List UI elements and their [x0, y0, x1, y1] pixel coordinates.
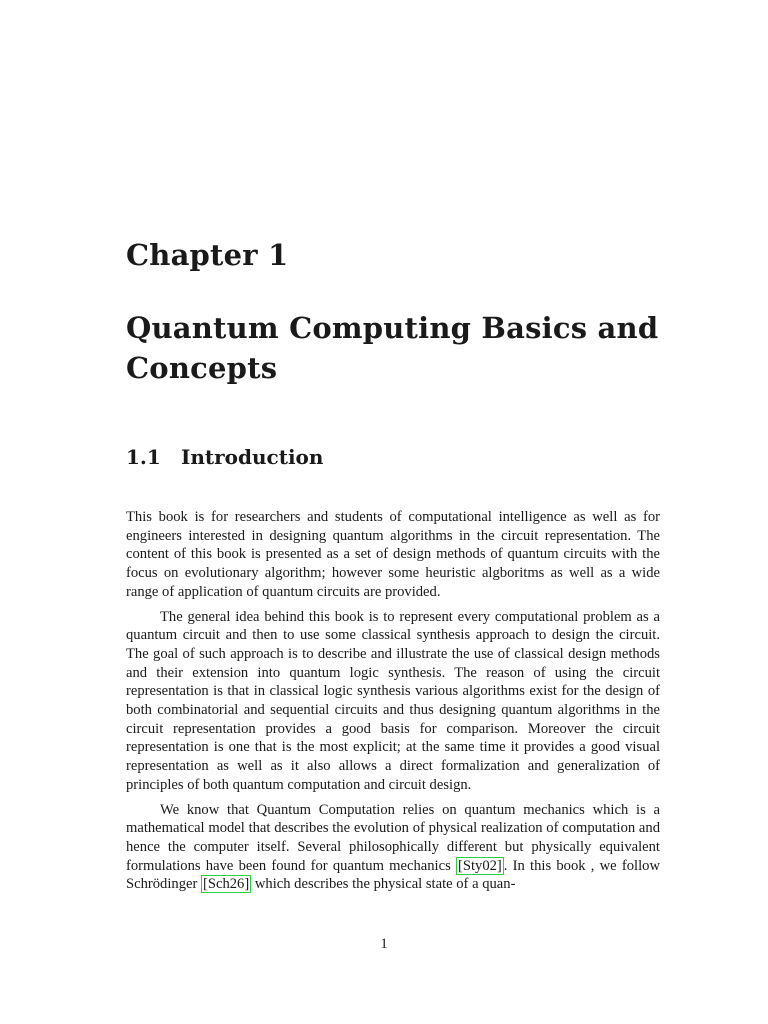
citation-sty02-link[interactable]: [Sty02]	[458, 857, 502, 874]
paragraph-3-text-a: We know that Quantum Computation relies on quantum mechanics which is a mathematical model that describes the evolution of physical realization of computation and hence the computer itself. Several philosophically different but physically equivalent formulations have been found for quantum mechanics	[126, 801, 660, 874]
section-number: 1.1	[126, 445, 161, 469]
paragraph-1: This book is for researchers and students of computational intelligence as well as for engineers interested in designing quantum algorithms in the circuit representation. The content of this book is presented as a set of design methods of quantum circuits with the focus on evolutionary algorithm; however some heuristic algboritms as well as a wide range of application of quantum circuits are provided.	[126, 509, 660, 600]
paragraph-3-text-c: which describes the physical state of a quan-	[251, 876, 516, 893]
paragraph-3-text-b: . In this book , we follow Schrödinger	[126, 857, 660, 893]
paragraph-2: The general idea behind this book is to represent every computational problem as a quantum circuit and then to use some classical synthesis approach to design the circuit. The goal of such approach is to describe and illustrate the use of classical design methods and their extension into quantum logic synthesis. The reason of using the circuit representation is that in classical logic synthesis various algorithms exist for the design of both combinatorial and sequential circuits and thus designing quantum algorithms in the circuit representation provides a good basis for comparison. Moreover the circuit representation is one that is the most explicit; at the same time it provides a good visual representation as well as it also allows a direct formalization and generalization of principles of both quantum computation and circuit design.	[126, 608, 660, 793]
chapter-title: Quantum Computing Basics and Concepts	[126, 311, 659, 385]
chapter-label: Chapter 1	[126, 238, 289, 272]
section-title: Introduction	[181, 445, 324, 469]
body-text	[126, 508, 660, 900]
paragraph-3	[126, 801, 660, 895]
page-number: 1	[380, 936, 388, 952]
citation-sch26-link[interactable]: [Sch26]	[202, 876, 250, 893]
section-heading	[126, 443, 323, 471]
